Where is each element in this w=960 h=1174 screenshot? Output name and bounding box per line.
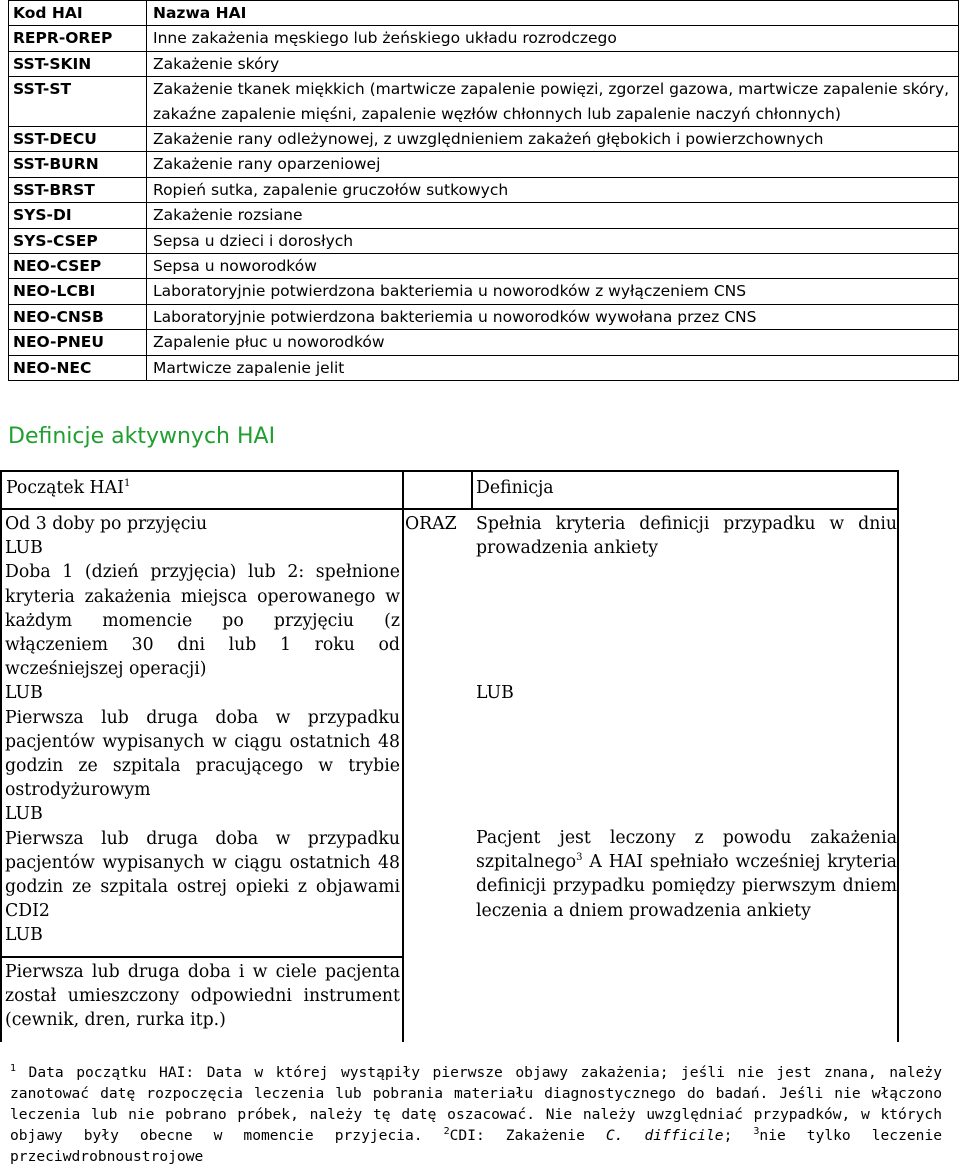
onset-device: Pierwsza lub druga doba i w ciele pacjenta został umieszczony odpowiedni instrument (cewnik, dren, rurka itp.) xyxy=(5,962,400,1031)
footnote-text-3: ; xyxy=(723,1127,754,1144)
definition-treated-text-b: A HAI spełniało wcześniej kryteria definicji przypadku pomiędzy pierwszym dniem leczenia a dniem prowadzenia ankiety xyxy=(476,852,897,921)
hai-code: SST-BURN xyxy=(9,152,147,177)
header-divider-line xyxy=(0,508,899,510)
hai-name: Sepsa u noworodków xyxy=(147,254,959,279)
hai-name: Laboratoryjnie potwierdzona bakteriemia u noworodków z wyłączeniem CNS xyxy=(147,279,959,304)
or-connector: LUB xyxy=(476,683,514,703)
footnote-marker-2: 2 xyxy=(443,1126,450,1138)
hai-code: SST-SKIN xyxy=(9,51,147,76)
hai-code: SST-ST xyxy=(9,77,147,127)
onset-day3: Od 3 doby po przyjęciu xyxy=(5,514,208,534)
footnote-ref-3: 3 xyxy=(576,852,583,864)
table-row xyxy=(9,330,959,355)
hai-name: Inne zakażenia męskiego lub żeńskiego układu rozrodczego xyxy=(147,26,959,51)
hai-name: Martwicze zapalenie jelit xyxy=(147,355,959,380)
hai-name: Zapalenie płuc u noworodków xyxy=(147,330,959,355)
onset-header-label: Początek HAI xyxy=(6,478,124,498)
table-row xyxy=(9,127,959,152)
or-connector: LUB xyxy=(5,804,43,825)
or-connector: LUB xyxy=(5,683,43,704)
table-row xyxy=(9,203,959,228)
section-title: Definicje aktywnych HAI xyxy=(8,424,276,449)
hai-code-table-body xyxy=(9,1,959,381)
hai-name: Zakażenie tkanek miękkich (martwicze zapalenie powięzi, zgorzel gazowa, martwicze zapalenie skóry, zakaźne zapalenie mięśni, zapalenie węzłów chłonnych lub zapalenie naczyń chłonnych) xyxy=(147,77,959,127)
hai-code: NEO-PNEU xyxy=(9,330,147,355)
footnote-text-4: nie tylko leczenie przeciwdrobnoustrojowe xyxy=(10,1127,943,1165)
hai-code: SYS-DI xyxy=(9,203,147,228)
table-row xyxy=(9,355,959,380)
hai-code: SST-BRST xyxy=(9,177,147,202)
hai-code: REPR-OREP xyxy=(9,26,147,51)
footnote xyxy=(10,1062,942,1167)
hai-name: Ropień sutka, zapalenie gruczołów sutkowych xyxy=(147,177,959,202)
hai-name: Zakażenie rany odleżynowej, z uwzględnieniem zakażeń głębokich i powierzchownych xyxy=(147,127,959,152)
onset-bottom-divider-line xyxy=(0,956,404,958)
onset-criteria xyxy=(5,512,400,948)
hai-code: SST-DECU xyxy=(9,127,147,152)
hai-code-table xyxy=(8,0,959,381)
definition-header: Definicja xyxy=(476,478,554,498)
onset-discharged-acute: Pierwsza lub druga doba w przypadku pacjentów wypisanych w ciągu ostatnich 48 godzin ze szpitala pracującego w trybie ostrodyżurowym xyxy=(5,707,400,801)
header-code: Kod HAI xyxy=(9,1,147,26)
header-column-divider-line xyxy=(471,472,473,508)
hai-name: Sepsa u dzieci i dorosłych xyxy=(147,228,959,253)
definition-treated-text-a: Pacjent jest leczony z powodu zakażenia szpitalnego xyxy=(476,828,897,873)
table-header-row xyxy=(9,1,959,26)
hai-code: NEO-LCBI xyxy=(9,279,147,304)
hai-name: Laboratoryjnie potwierdzona bakteriemia u noworodków wywołana przez CNS xyxy=(147,304,959,329)
footnote-text-1: Data początku HAI: Data w której wystąpiły pierwsze objawy zakażenia; jeśli nie jest znana, należy zanotować datę rozpoczęcia leczenia lub pobrania materiału diagnostycznego do badań. Jeśli nie włączono leczenia lub nie pobrano próbek, należy tę datę oszacować. Nie należy uwzględniać przypadków, w których objawy były obecne w momencie przyjecia. xyxy=(10,1064,942,1144)
definition-treated xyxy=(476,826,897,923)
header-name: Nazwa HAI xyxy=(147,1,959,26)
hai-code: SYS-CSEP xyxy=(9,228,147,253)
onset-header xyxy=(6,476,396,500)
right-border-line xyxy=(897,472,899,1042)
table-row xyxy=(9,77,959,127)
hai-code: NEO-CSEP xyxy=(9,254,147,279)
footnote-ref-1: 1 xyxy=(123,478,131,490)
or-connector: LUB xyxy=(5,925,43,946)
and-connector: ORAZ xyxy=(405,514,457,534)
table-row xyxy=(9,152,959,177)
hai-name: Zakażenie rozsiane xyxy=(147,203,959,228)
hai-code: NEO-CNSB xyxy=(9,304,147,329)
table-row xyxy=(9,254,959,279)
footnote-organism: C. difficile xyxy=(605,1127,724,1144)
table-row xyxy=(9,177,959,202)
footnote-text-2: CDI: Zakażenie xyxy=(449,1127,606,1144)
footnote-marker-1: 1 xyxy=(10,1063,17,1075)
hai-name: Zakażenie rany oparzeniowej xyxy=(147,152,959,177)
onset-discharged-cdi: Pierwsza lub druga doba w przypadku pacjentów wypisanych w ciągu ostatnich 48 godzin ze szpitala ostrej opieki z objawami CDI2 xyxy=(5,828,400,922)
table-row xyxy=(9,26,959,51)
or-connector: LUB xyxy=(5,538,43,559)
top-border-line xyxy=(0,470,899,472)
footnote-marker-3: 3 xyxy=(753,1126,760,1138)
table-row xyxy=(9,51,959,76)
definitions-table xyxy=(0,472,960,1042)
definition-active: Spełnia kryteria definicji przypadku w dniu prowadzenia ankiety xyxy=(476,514,897,559)
hai-name: Zakażenie skóry xyxy=(147,51,959,76)
onset-surgical-site: Doba 1 (dzień przyjęcia) lub 2: spełnione kryteria zakażenia miejsca operowanego w każdym momencie po przyjęciu (z włączeniem 30 dni lub 1 roku od wcześniejszej operacji) xyxy=(5,562,400,680)
table-row xyxy=(9,228,959,253)
table-row xyxy=(9,279,959,304)
table-row xyxy=(9,304,959,329)
hai-code: NEO-NEC xyxy=(9,355,147,380)
